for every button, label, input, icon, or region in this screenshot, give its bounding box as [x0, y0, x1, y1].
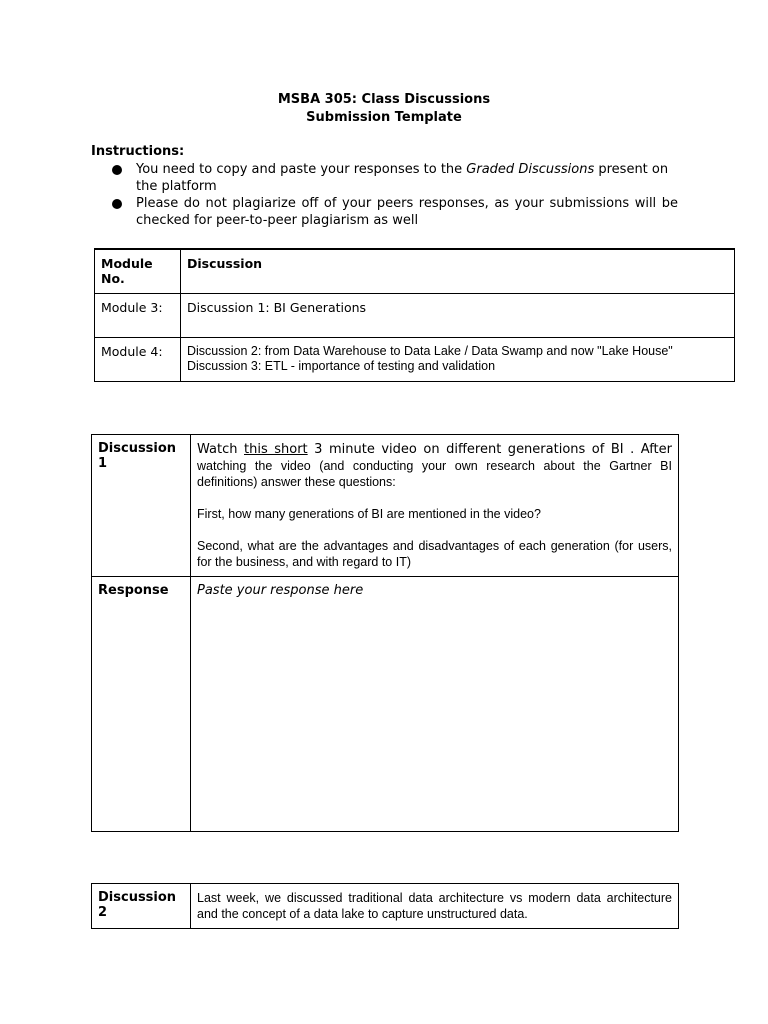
instruction-text: present on the platform — [136, 162, 669, 194]
module-table — [94, 248, 735, 382]
discussion1-label: Discussion 1 — [92, 435, 191, 577]
discussion2-prompt: Last week, we discussed traditional data architecture vs modern data architecture and the concept of a data lake to capture unstructured data. — [191, 884, 679, 929]
response-field[interactable]: Paste your response here — [191, 577, 679, 832]
table-header-row — [95, 249, 735, 293]
question-2: Second, what are the advantages and disadvantages of each generation (for users, for the business, and with regard to IT) — [197, 539, 672, 569]
module-cell: Module 4: — [95, 337, 181, 381]
list-item — [112, 161, 678, 195]
discussion-cell — [181, 337, 735, 381]
prompt-text: watching the video (and conducting your own research about the Gartner BI definitions) answer these questions: — [197, 459, 672, 489]
discussion-cell — [181, 293, 735, 337]
page-title: MSBA 305: Class Discussions — [277, 92, 491, 107]
discussion1-prompt — [191, 435, 679, 577]
table-row — [92, 577, 679, 832]
response-label: Response — [92, 577, 191, 832]
instruction-text: Please do not plagiarize off of your peers responses, as your submissions will be checked for peer-to-peer plagiarism as well — [136, 196, 678, 228]
instructions-heading: Instructions: — [91, 144, 185, 159]
discussion-title: Discussion 1: BI Generations — [187, 299, 367, 315]
table-row — [95, 293, 735, 337]
question-1: First, how many generations of BI are mentioned in the video? — [197, 507, 541, 521]
column-header-module: Module No. — [95, 249, 181, 293]
bullet-icon — [112, 165, 122, 175]
prompt-lead: Watch this short 3 minute video on different generations of BI . After — [197, 442, 672, 457]
discussion2-table — [91, 883, 679, 929]
table-row — [95, 337, 735, 381]
column-header-discussion: Discussion — [181, 249, 735, 293]
instruction-emphasis: Graded Discussions — [466, 162, 595, 177]
discussion-title: Discussion 2: from Data Warehouse to Data Lake / Data Swamp and now "Lake House" — [187, 343, 673, 358]
instructions-list — [112, 161, 678, 229]
bullet-icon — [112, 199, 122, 209]
list-item — [112, 195, 678, 229]
instruction-text: You need to copy and paste your responses to the — [136, 162, 467, 177]
discussion2-label: Discussion 2 — [92, 884, 191, 929]
page-subtitle: Submission Template — [306, 110, 462, 125]
table-row — [92, 435, 679, 577]
discussion-title: Discussion 3: ETL - importance of testing and validation — [187, 358, 496, 373]
discussion1-table — [91, 434, 679, 832]
table-row — [92, 884, 679, 929]
module-cell: Module 3: — [95, 293, 181, 337]
video-link[interactable]: this short — [244, 442, 308, 457]
